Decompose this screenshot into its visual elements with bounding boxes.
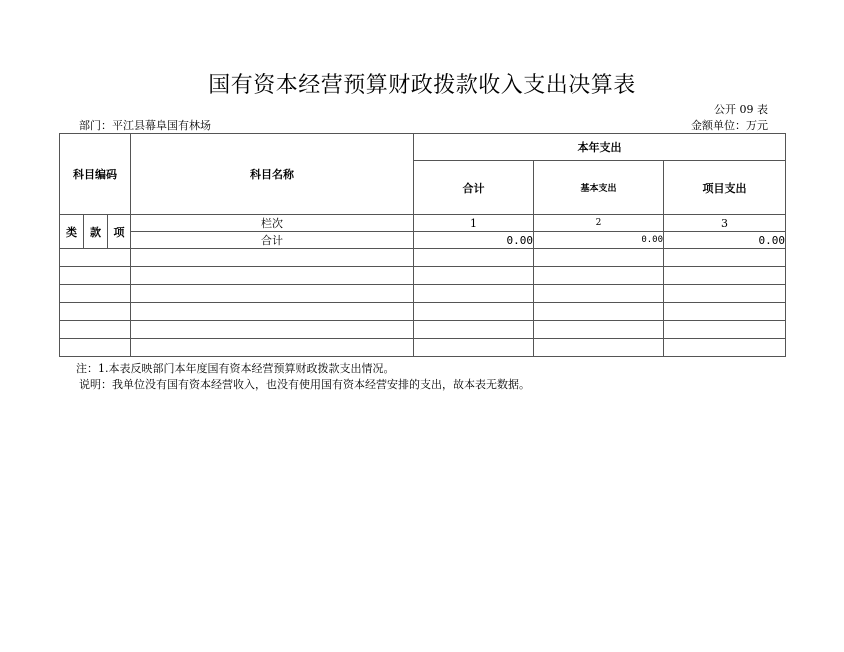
table-row [60, 285, 786, 303]
form-code: 公开 09 表 [714, 103, 768, 116]
table-row [60, 339, 786, 357]
header-item: 项 [108, 215, 131, 249]
header-basic-expense: 基本支出 [534, 161, 664, 215]
total-row-project: 0.00 [664, 232, 786, 249]
table-cell [131, 249, 414, 267]
column-index-2: 2 [534, 215, 664, 232]
table-cell [131, 339, 414, 357]
table-cell [131, 285, 414, 303]
header-section: 款 [84, 215, 108, 249]
table-cell [534, 321, 664, 339]
table-cell [664, 285, 786, 303]
table-cell [534, 339, 664, 357]
page-title: 国有资本经营预算财政拨款收入支出决算表 [208, 73, 636, 98]
header-subject-name: 科目名称 [131, 134, 414, 215]
header-total: 合计 [414, 161, 534, 215]
table-cell [664, 339, 786, 357]
table-cell [60, 303, 131, 321]
table-cell [414, 321, 534, 339]
column-index-1: 1 [414, 215, 534, 232]
table-cell [60, 339, 131, 357]
table-row [60, 303, 786, 321]
table-cell [414, 339, 534, 357]
table-cell [414, 249, 534, 267]
header-category: 类 [60, 215, 84, 249]
table-row [60, 249, 786, 267]
department-label: 部门：平江县幕阜国有林场 [79, 119, 211, 132]
table-row [60, 267, 786, 285]
header-project-expense: 项目支出 [664, 161, 786, 215]
header-subject-code: 科目编码 [60, 134, 131, 215]
table-cell [60, 285, 131, 303]
table-cell [414, 285, 534, 303]
table-cell [131, 267, 414, 285]
table-note: 注：1.本表反映部门本年度国有资本经营预算财政拨款支出情况。 [76, 362, 395, 375]
table-cell [534, 303, 664, 321]
table-cell [414, 303, 534, 321]
expense-table [59, 133, 786, 357]
table-cell [60, 249, 131, 267]
table-cell [414, 267, 534, 285]
table-cell [131, 303, 414, 321]
table-cell [60, 267, 131, 285]
column-index-label: 栏次 [131, 215, 414, 232]
table-cell [664, 321, 786, 339]
total-row-total: 0.00 [414, 232, 534, 249]
header-current-year-expense: 本年支出 [414, 134, 786, 161]
total-row-label: 合计 [131, 232, 414, 249]
table-cell [664, 267, 786, 285]
table-cell [534, 267, 664, 285]
table-cell [664, 249, 786, 267]
table-cell [534, 285, 664, 303]
table-cell [60, 321, 131, 339]
table-cell [131, 321, 414, 339]
table-cell [534, 249, 664, 267]
total-row-basic: 0.00 [534, 232, 664, 249]
unit-label: 金额单位：万元 [691, 119, 768, 132]
table-explanation: 说明：我单位没有国有资本经营收入，也没有使用国有资本经营安排的支出，故本表无数据。 [79, 378, 530, 391]
table-cell [664, 303, 786, 321]
column-index-3: 3 [664, 215, 786, 232]
table-row [60, 321, 786, 339]
